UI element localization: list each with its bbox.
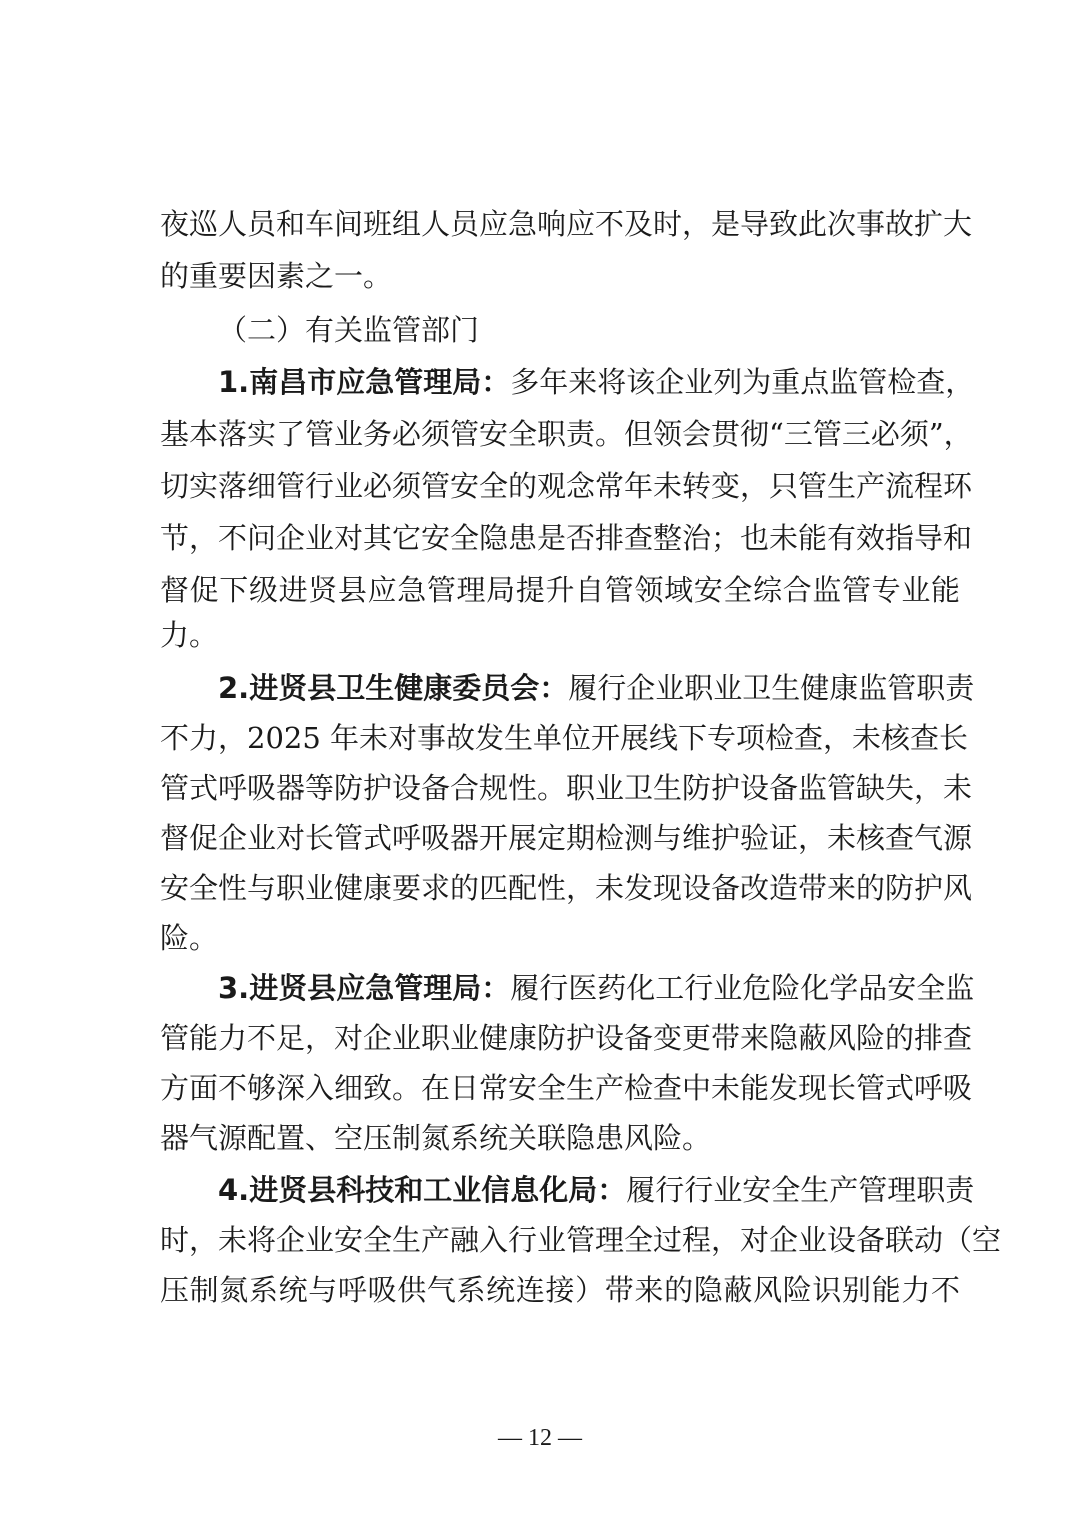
item-3-line-2: 管能力不足，对企业职业健康防护设备变更带来隐蔽风险的排查: [160, 1021, 973, 1055]
item-1-line-2: 基本落实了管业务必须管安全职责。但领会贯彻“三管三必须”，: [160, 417, 973, 451]
item-3-first-line: [218, 962, 975, 1014]
item-1-first-line: [218, 356, 975, 408]
item-2-first-line-text: 履行企业职业卫生健康监管职责: [568, 671, 975, 705]
item-1-first-line-text: 多年来将该企业列为重点监管检查，: [510, 365, 975, 399]
item-4-line-3: 压制氮系统与呼吸供气系统连接）带来的隐蔽风险识别能力不: [160, 1273, 960, 1307]
section-heading: （二）有关监管部门: [218, 313, 480, 347]
item-4-title: 4.进贤县科技和工业信息化局：: [218, 1173, 627, 1207]
item-1-line-4: 节，不问企业对其它安全隐患是否排查整治；也未能有效指导和: [160, 521, 973, 555]
item-4-first-line: [218, 1164, 975, 1216]
item-3-first-line-text: 履行医药化工行业危险化学品安全监: [510, 971, 975, 1005]
item-1-line-6: 力。: [160, 618, 219, 652]
item-1-title: 1.南昌市应急管理局：: [218, 365, 511, 399]
item-2-line-2: 不力，2025 年未对事故发生单位开展线下专项检查，未核查长: [160, 721, 969, 755]
item-3-line-3: 方面不够深入细致。在日常安全生产检查中未能发现长管式呼吸: [160, 1071, 973, 1105]
item-2-first-line: [218, 662, 975, 714]
item-4-first-line-text: 履行行业安全生产管理职责: [626, 1173, 975, 1207]
intro-line-2: 的重要因素之一。: [160, 259, 393, 293]
intro-line-1: 夜巡人员和车间班组人员应急响应不及时，是导致此次事故扩大: [160, 207, 973, 241]
item-1-line-3: 切实落细管行业必须管安全的观念常年未转变，只管生产流程环: [160, 469, 973, 503]
item-2-title: 2.进贤县卫生健康委员会：: [218, 671, 569, 705]
item-2-line-3: 管式呼吸器等防护设备合规性。职业卫生防护设备监管缺失，未: [160, 771, 973, 805]
item-2-line-6: 险。: [160, 921, 219, 955]
item-3-line-4: 器气源配置、空压制氮系统关联隐患风险。: [160, 1121, 712, 1155]
page-number: — 12 —: [498, 1425, 582, 1451]
item-3-title: 3.进贤县应急管理局：: [218, 971, 511, 1005]
item-2-line-5: 安全性与职业健康要求的匹配性，未发现设备改造带来的防护风: [160, 871, 973, 905]
item-2-line-4: 督促企业对长管式呼吸器开展定期检测与维护验证，未核查气源: [160, 821, 973, 855]
item-4-line-2: 时，未将企业安全生产融入行业管理全过程，对企业设备联动（空: [160, 1223, 1002, 1257]
item-1-line-5: 督促下级进贤县应急管理局提升自管领域安全综合监管专业能: [160, 573, 960, 607]
